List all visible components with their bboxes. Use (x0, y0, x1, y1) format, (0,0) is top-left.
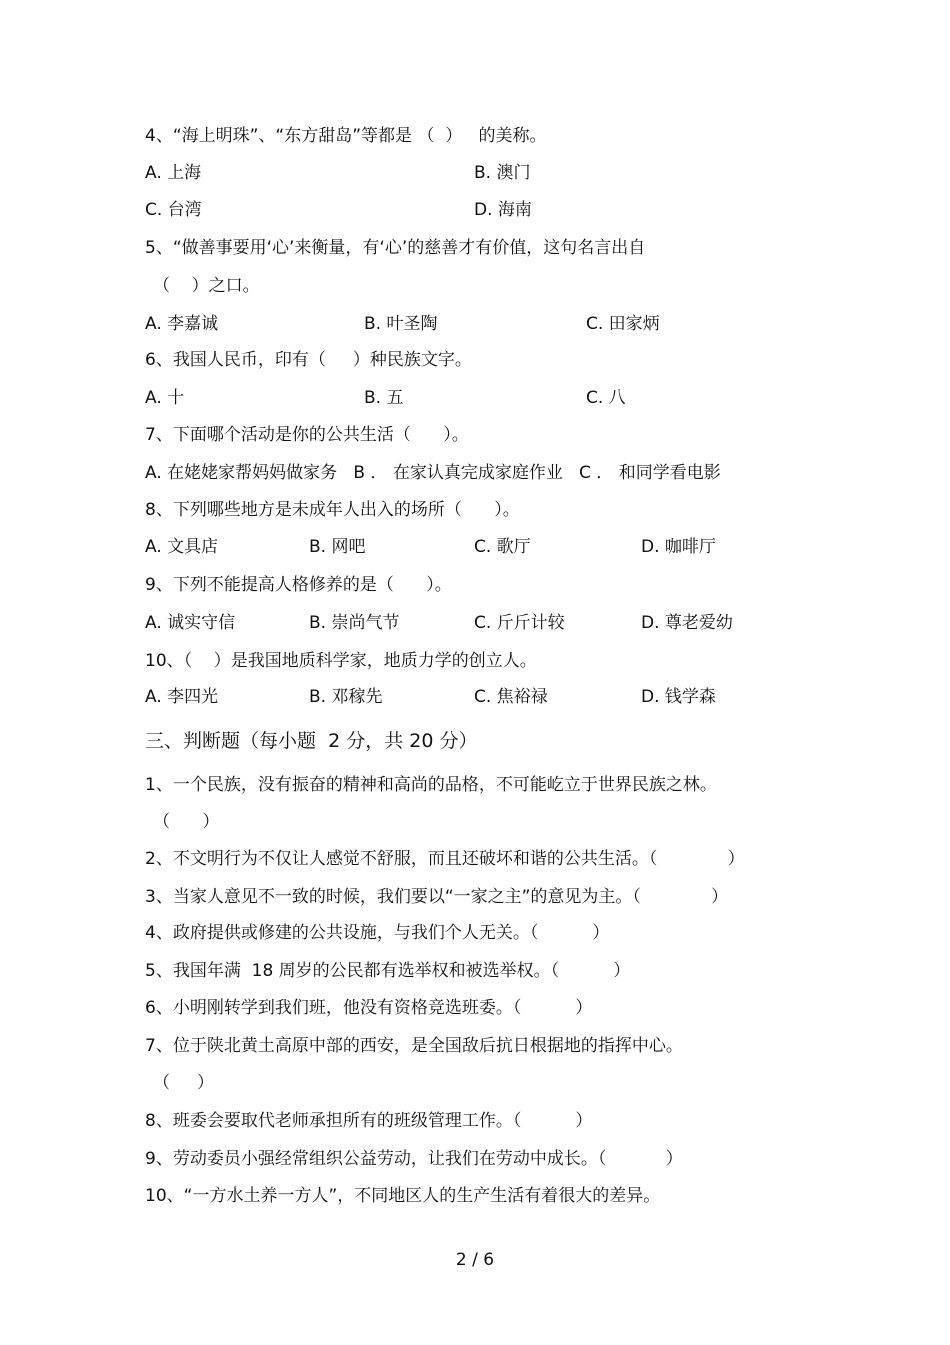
judge-item-1: 1、一个民族，没有振奋的精神和高尚的品格，不可能屹立于世界民族之林。 (145, 775, 717, 795)
question-10-option-c: C. 焦裕禄 (474, 687, 548, 707)
question-5-option-c: C. 田家炳 (586, 314, 660, 334)
question-10-stem: 10、（ ）是我国地质科学家，地质力学的创立人。 (145, 651, 537, 671)
question-10-option-a: A. 李四光 (145, 687, 219, 707)
question-6-option-c: C. 八 (586, 388, 626, 408)
question-4-option-d: D. 海南 (474, 200, 532, 220)
question-9-stem: 9、下列不能提高人格修养的是（ ）。 (145, 575, 452, 595)
question-10-option-b: B. 邓稼先 (309, 687, 383, 707)
judge-item-2: 2、不文明行为不仅让人感觉不舒服，而且还破坏和谐的公共生活。（ ） (145, 849, 745, 869)
question-9-option-d: D. 尊老爱幼 (641, 613, 733, 633)
judge-item-1-answer: （ ） (153, 812, 220, 832)
question-4-option-a: A. 上海 (145, 163, 202, 183)
question-4-stem: 4、“海上明珠”、“东方甜岛”等都是 （ ） 的美称。 (145, 126, 547, 146)
section-heading-judgement: 三、判断题（每小题 2 分，共 20 分） (145, 730, 478, 752)
question-8-option-a: A. 文具店 (145, 537, 219, 557)
judge-item-3: 3、当家人意见不一致的时候，我们要以“一家之主”的意见为主。（ ） (145, 887, 729, 907)
judge-item-6: 6、小明刚转学到我们班，他没有资格竞选班委。（ ） (145, 998, 593, 1018)
question-8-option-c: C. 歌厅 (474, 537, 531, 557)
judge-item-7: 7、位于陕北黄土高原中部的西安，是全国敌后抗日根据地的指挥中心。 (145, 1036, 683, 1056)
judge-item-10: 10、“一方水土养一方人”，不同地区人的生产生活有着很大的差异。 (145, 1186, 661, 1206)
question-7-options: A. 在姥姥家帮妈妈做家务 B ． 在家认真完成家庭作业 C ． 和同学看电影 (145, 463, 721, 483)
question-5-option-a: A. 李嘉诚 (145, 314, 219, 334)
judge-item-9: 9、劳动委员小强经常组织公益劳动，让我们在劳动中成长。（ ） (145, 1149, 683, 1169)
question-6-option-b: B. 五 (364, 388, 404, 408)
question-7-stem: 7、下面哪个活动是你的公共生活（ ）。 (145, 425, 469, 445)
question-10-option-d: D. 钱学森 (641, 687, 716, 707)
question-6-option-a: A. 十 (145, 388, 185, 408)
question-5-stem-continued: （ ）之口。 (153, 276, 260, 296)
question-9-option-b: B. 崇尚气节 (309, 613, 400, 633)
judge-item-8: 8、班委会要取代老师承担所有的班级管理工作。（ ） (145, 1111, 593, 1131)
question-5-stem: 5、“做善事要用‘心’来衡量，有‘心’的慈善才有价值，这句名言出自 (145, 238, 646, 258)
question-9-option-a: A. 诚实守信 (145, 613, 236, 633)
question-4-option-c: C. 台湾 (145, 200, 202, 220)
question-8-option-b: B. 网吧 (309, 537, 366, 557)
judge-item-5: 5、我国年满 18 周岁的公民都有选举权和被选举权。（ ） (145, 961, 631, 981)
question-8-stem: 8、下列哪些地方是未成年人出入的场所（ ）。 (145, 500, 520, 520)
question-6-stem: 6、我国人民币，印有（ ）种民族文字。 (145, 350, 472, 370)
question-9-option-c: C. 斤斤计较 (474, 613, 565, 633)
question-4-option-b: B. 澳门 (474, 163, 531, 183)
judge-item-7-answer: （ ） (153, 1073, 215, 1093)
judge-item-4: 4、政府提供或修建的公共设施，与我们个人无关。（ ） (145, 923, 610, 943)
page-number: 2 / 6 (455, 1250, 495, 1270)
question-5-option-b: B. 叶圣陶 (364, 314, 438, 334)
question-8-option-d: D. 咖啡厅 (641, 537, 716, 557)
